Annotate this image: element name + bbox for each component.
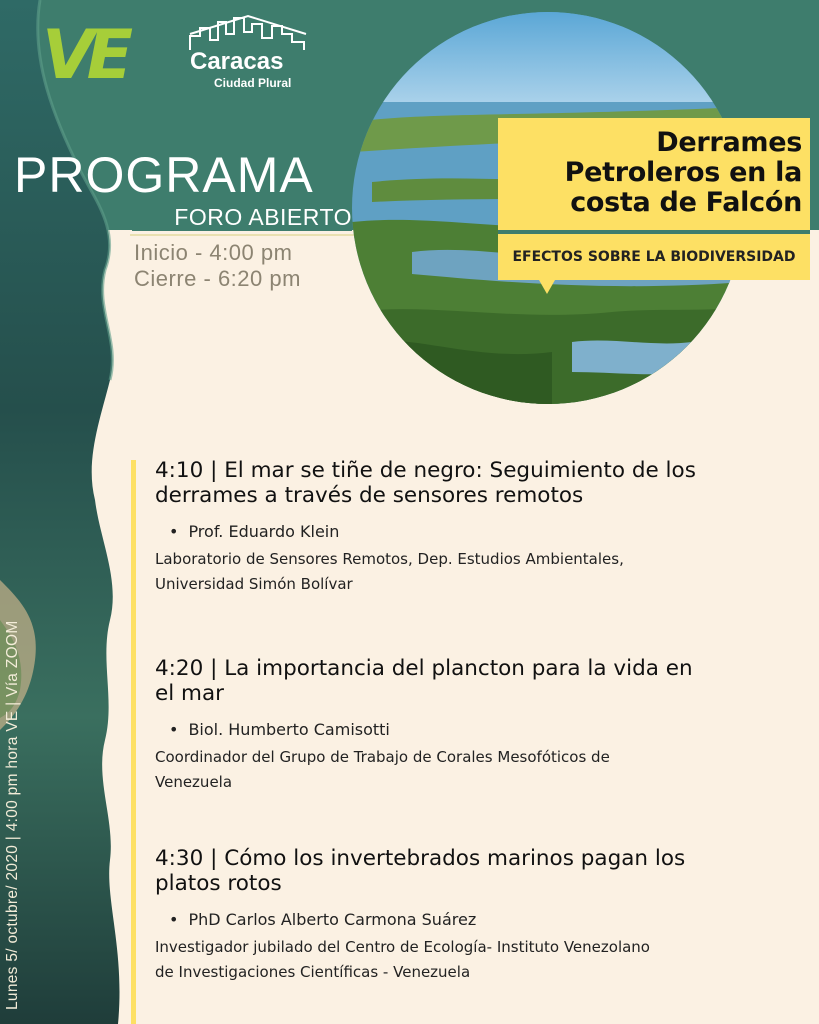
end-time: Cierre - 6:20 pm — [134, 266, 301, 291]
affiliation-line: Laboratorio de Sensores Remotos, Dep. Estudios Ambientales, — [155, 550, 624, 568]
agenda-item — [155, 656, 795, 795]
speaker-affiliation — [155, 745, 795, 795]
talk-title-line: derrames a través de sensores remotos — [155, 483, 584, 508]
agenda-item — [155, 846, 795, 985]
programa-heading: PROGRAMA — [14, 147, 314, 203]
affiliation-line: Venezuela — [155, 773, 233, 791]
talk-title — [155, 846, 795, 896]
start-time: Inicio - 4:00 pm — [134, 240, 293, 265]
talk-title-line: 4:20 | La importancia del plancton para la vida en — [155, 656, 693, 681]
talk-title — [155, 656, 795, 706]
speaker-affiliation — [155, 935, 795, 985]
affiliation-line: de Investigaciones Científicas - Venezuela — [155, 963, 471, 981]
talk-title-line: platos rotos — [155, 871, 282, 896]
caracas-logo-text: Caracas — [190, 48, 284, 75]
title-line-3: costa de Falcón — [570, 187, 802, 218]
event-title — [506, 128, 802, 218]
ciudad-plural-text: Ciudad Plural — [214, 76, 292, 90]
agenda-item — [155, 458, 795, 597]
affiliation-line: Universidad Simón Bolívar — [155, 575, 353, 593]
talk-title-line: 4:10 | El mar se tiñe de negro: Seguimiento de los — [155, 458, 696, 483]
speaker-name: • Prof. Eduardo Klein — [155, 522, 795, 541]
divider — [130, 234, 354, 236]
ve-logo: VE — [42, 16, 126, 95]
talk-title — [155, 458, 795, 508]
affiliation-line: Investigador jubilado del Centro de Ecología- Instituto Venezolano — [155, 938, 650, 956]
speaker-name: • Biol. Humberto Camisotti — [155, 720, 795, 739]
title-line-2: Petroleros en la — [564, 157, 802, 188]
talk-title-line: el mar — [155, 681, 224, 706]
event-subtitle: EFECTOS SOBRE LA BIODIVERSIDAD — [512, 249, 796, 265]
speaker-name: • PhD Carlos Alberto Carmona Suárez — [155, 910, 795, 929]
speech-pointer — [539, 280, 555, 294]
foro-abierto-label: FORO ABIERTO — [132, 203, 352, 231]
affiliation-line: Coordinador del Grupo de Trabajo de Corales Mesofóticos de — [155, 748, 610, 766]
agenda-bar — [131, 460, 136, 1024]
talk-title-line: 4:30 | Cómo los invertebrados marinos pagan los — [155, 846, 686, 871]
title-line-1: Derrames — [656, 127, 802, 158]
speaker-affiliation — [155, 547, 795, 597]
date-vertical-text: Lunes 5/ octubre/ 2020 | 4:00 pm hora VE | Vía ZOOM — [4, 620, 21, 1010]
